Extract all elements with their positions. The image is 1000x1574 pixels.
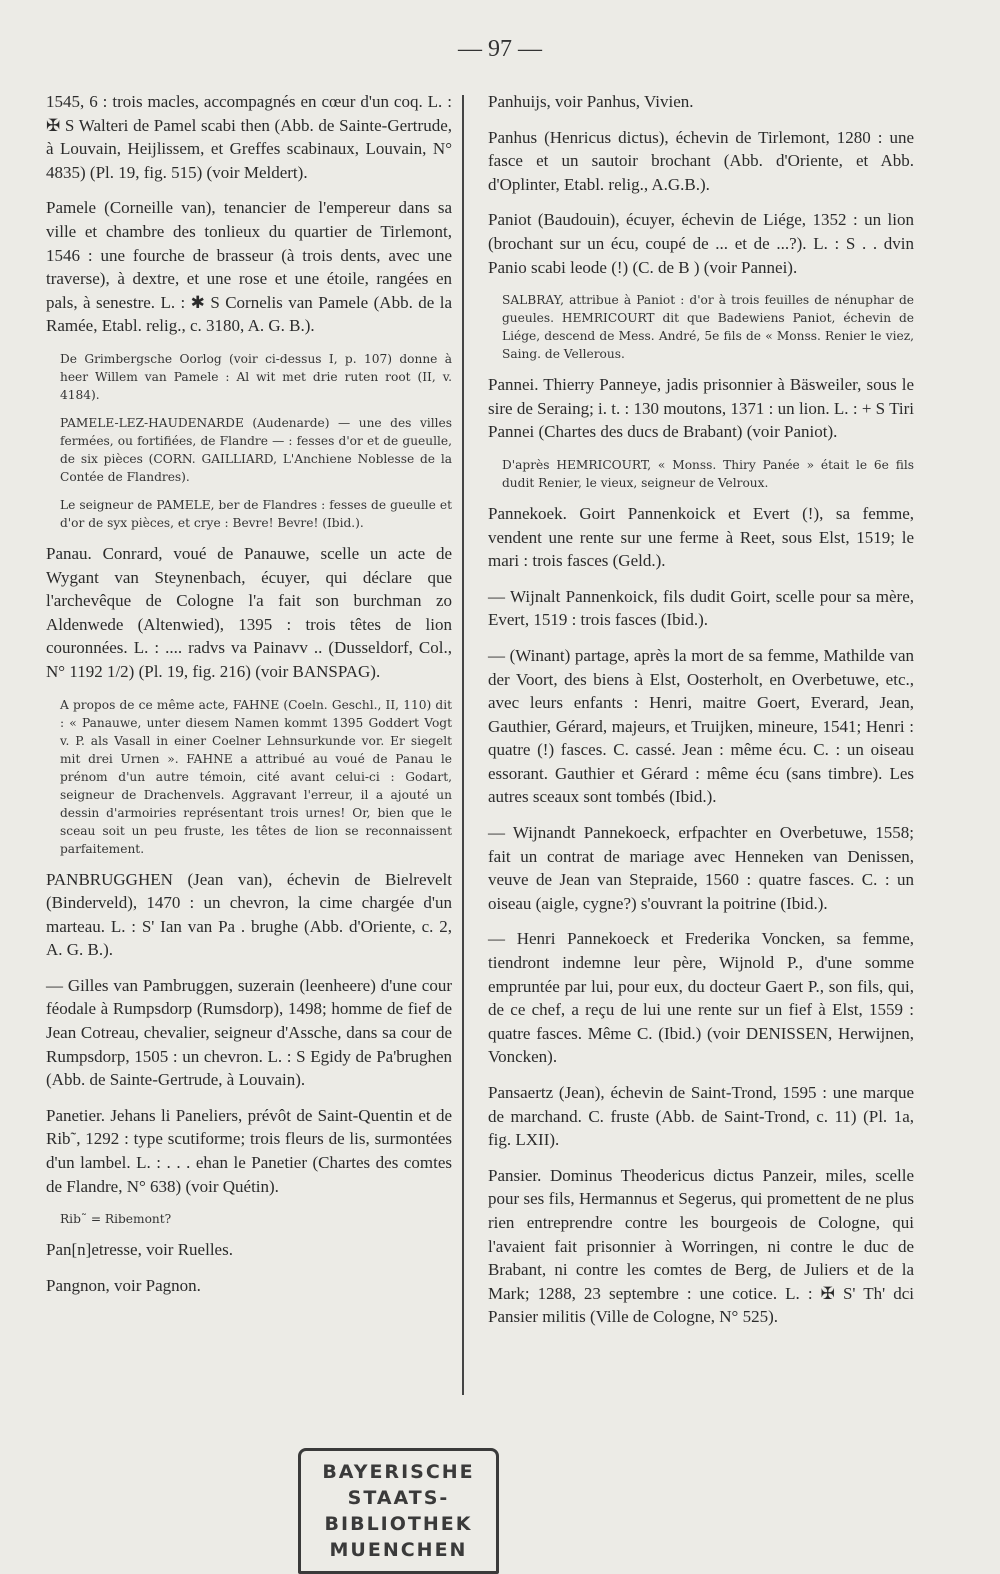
library-stamp [298, 1448, 499, 1574]
entry-paragraph: Pansier. Dominus Theodericus dictus Panzeir, miles, scelle pour ses fils, Hermannus et Segerus, qui promettent de ne plus rien entreprendre contre les bourgeois de Cologne, qui l'avaient fait prisonnier à Worringen, ni contre le duc de Brabant, ni contre les comtes de Berg, de Juliers et de la Mark; 1288, 23 septembre : une cotice. L. : ✠ S' Th' dci Pansier militis (Ville de Cologne, N° 525). [488, 1165, 914, 1327]
entry-paragraph: Pamele (Corneille van), tenancier de l'empereur dans sa ville et chambre des tonlieux du quartier de Tirlemont, 1546 : une fourche de brasseur (à trois dents, avec une traverse), à dextre, et une rose et une étoile, rangées en pals, à senestre. L. : ✱ S Cornelis van Pamele (Abb. de la Ramée, Etabl. relig., c. 3180, A. G. B.). [46, 198, 452, 336]
entry-paragraph: — Wijnalt Pannenkoick, fils dudit Goirt, scelle pour sa mère, Evert, 1519 : trois fasces (Ibid.). [488, 586, 914, 630]
note-paragraph: D'après HEMRICOURT, « Monss. Thiry Panée » était le 6e fils dudit Renier, le vieux, seigneur de Velroux. [502, 457, 914, 490]
note-paragraph: Le seigneur de PAMELE, ber de Flandres : fesses de gueulle et d'or de syx pièces, et crye : Bevre! Bevre! (Ibid.). [60, 497, 452, 530]
entry-paragraph: — Gilles van Pambruggen, suzerain (leenheere) d'une cour féodale à Rumpsdorp (Rumsdorp), 1498; homme de fief de Jean Cotreau, chevalier, seigneur d'Assche, dans sa cour de Rumpsdorp, 1505 : un chevron. L. : S Egidy de Pa'brughen (Abb. de Sainte-Gertrude, à Louvain). [46, 975, 452, 1090]
entry-paragraph: Pan[n]etresse, voir Ruelles. [46, 1240, 233, 1260]
entry-paragraph: Panetier. Jehans li Paneliers, prévôt de Saint-Quentin et de Rib˜, 1292 : type scutiforme; trois fleurs de lis, surmontées d'un lambel. L. : . . . ehan le Panetier (Chartes des comtes de Flandre, N° 638) (voir Quétin). [46, 1105, 452, 1196]
entry-paragraph: Pannei. Thierry Panneye, jadis prisonnier à Bäsweiler, sous le sire de Seraing; i. t. : 130 moutons, 1371 : un lion. L. : + S Tiri Pannei (Chartes des ducs de Brabant) (voir Paniot). [488, 375, 914, 442]
entry-paragraph: — Henri Pannekoeck et Frederika Voncken, sa femme, tiendront indemne leur père, Wijnold P., d'une somme empruntée par lui, pour eux, du docteur Gaert P., son fils, qui, de ce chef, a reçu de lui une rente sur un fief à Elst, 1559 : quatre fasces. Même C. (Ibid.) (voir DENISSEN, Herwijnen, Voncken). [488, 929, 914, 1067]
stamp-line: BIBLIOTHEK [324, 1513, 473, 1535]
entry-paragraph: — Wijnandt Pannekoeck, erfpachter en Overbetuwe, 1558; fait un contrat de mariage avec Henneken van Denissen, veuve de Jean van Stepraide, 1560 : quatre fasces. C. : un oiseau (aigle, cygne?) s'ouvrant la poitrine (Ibid.). [488, 823, 914, 913]
entry-paragraph: Pangnon, voir Pagnon. [46, 1275, 201, 1295]
right-column [474, 90, 914, 1341]
stamp-line: MUENCHEN [329, 1539, 468, 1561]
entry-paragraph: — (Winant) partage, après la mort de sa femme, Mathilde van der Voort, des biens à Elst, Oosterholt, en Overbetuwe, etc., avec leurs enfants : Henri, maitre Goert, Everard, Jean, Gauthier, Gérard, majeurs, et Truijken, mineure, 1541; Henri : quatre (!) fasces. C. cassé. Jean : même écu. C. : un oiseau essorant. Gauthier et Gérard : même écu (sans timbre). Les autres sceaux sont tombés (Ibid.). [488, 645, 914, 807]
entry-paragraph: Paniot (Baudouin), écuyer, échevin de Liége, 1352 : un lion (brochant sur un écu, coupé de ... et de ...?). L. : S . . dvin Panio scabi leode (!) (C. de B ) (voir Pannei). [488, 210, 914, 277]
page-number: — 97 — [458, 36, 542, 62]
stamp-line: STAATS- [347, 1487, 450, 1509]
note-paragraph: A propos de ce même acte, FAHNE (Coeln. Geschl., II, 110) dit : « Panauwe, unter diesem Namen kommt 1395 Goddert Vogt v. P. als Vasall in einer Coelner Lehnsurkunde vor. Er siegelt mit drei Urnen ». FAHNE a attribué au voué de Panau le prénom d'un autre témoin, cité avant celui-ci : Godart, seigneur de Drachenvels. Aggravant l'erreur, il a ajouté un dessin d'armoiries représentant trois urnes! Or, bien que le sceau soit un peu fruste, les têtes de lion se reconnaissent parfaitement. [60, 697, 452, 856]
entry-paragraph: Pannekoek. Goirt Pannenkoick et Evert (!), sa femme, vendent une rente sur une ferme à Reet, sous Elst, 1519; le mari : trois fasces (Geld.). [488, 503, 914, 571]
entry-paragraph: Panhus (Henricus dictus), échevin de Tirlemont, 1280 : une fasce et un sautoir brochant (Abb. d'Oriente, et Abb. d'Oplinter, Etabl. relig., A.G.B.). [488, 127, 914, 194]
note-paragraph: PAMELE-LEZ-HAUDENARDE (Audenarde) — une des villes fermées, ou fortifiées, de Flandre — : fesses d'or et de gueulle, de six pièces (CORN. GAILLIARD, L'Anchiene Noblesse de la Contée de Flandres). [60, 415, 452, 484]
entry-paragraph: Pansaertz (Jean), échevin de Saint-Trond, 1595 : une marque de marchand. C. fruste (Abb. de Saint-Trond, c. 11) (Pl. 1a, fig. LXII). [488, 1083, 914, 1150]
column-divider [462, 95, 464, 1395]
entry-paragraph: PANBRUGGHEN (Jean van), échevin de Bielrevelt (Binderveld), 1470 : un chevron, la cime chargée d'un marteau. L. : S' Ian van Pa . brughe (Abb. d'Oriente, c. 2, A. G. B.). [46, 869, 452, 960]
entry-paragraph: 1545, 6 : trois macles, accompagnés en cœur d'un coq. L. : ✠ S Walteri de Pamel scabi then (Abb. de Sainte-Gertrude, à Louvain, Heijlissem, et Greffes scabinaux, Louvain, N° 4835) (Pl. 19, fig. 515) (voir Meldert). [46, 92, 452, 182]
note-paragraph: Rib˜ = Ribemont? [60, 1212, 172, 1227]
left-column [32, 90, 452, 1309]
entry-paragraph: Panau. Conrard, voué de Panauwe, scelle un acte de Wygant van Steynenbach, écuyer, qui déclare que l'archevêque de Cologne l'a fait son burchman zo Aldenwede (Altenwied), 1395 : trois têtes de lion couronnées. L. : .... radvs va Painavv .. (Dusseldorf, Col., N° 1192 1/2) (Pl. 19, fig. 216) (voir BANSPAG). [46, 543, 452, 681]
note-paragraph: De Grimbergsche Oorlog (voir ci-dessus I, p. 107) donne à heer Willem van Pamele : Al wit met drie ruten root (II, v. 4184). [60, 351, 452, 402]
note-paragraph: SALBRAY, attribue à Paniot : d'or à trois feuilles de nénuphar de gueules. HEMRICOURT dit que Badewiens Paniot, échevin de Liége, descend de Mess. André, 5e fils de « Monss. Renier le viez, Saing. de Vellerous. [502, 293, 914, 362]
entry-paragraph: Panhuijs, voir Panhus, Vivien. [488, 92, 694, 111]
stamp-line: BAYERISCHE [322, 1461, 475, 1483]
